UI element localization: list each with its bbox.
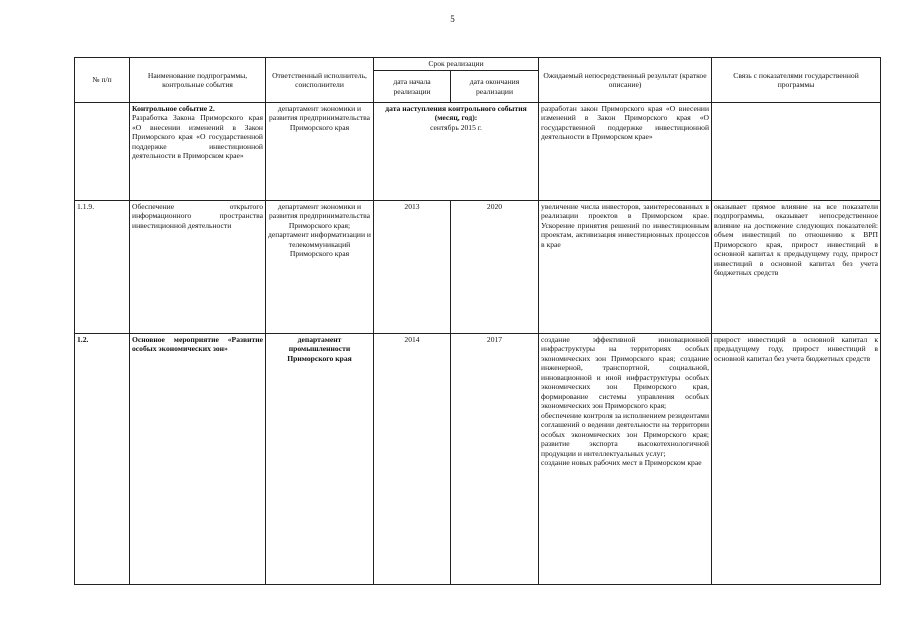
program-table [74,57,881,585]
header-executor: Ответственный исполнитель, соисполнители [266,58,374,103]
result-part-1: создание эффективной инновационной инфраструктуры на территориях особых экономических зон Приморского края; создание инженерной, транспортной, социальной, инновационной и иной инфраструктуры особых экономических зон Приморского края, формирование системы управления особых экономических зон Приморского края; [541,335,710,411]
cell-result: увеличение числа инвесторов, заинтересованных в реализации проектов в Приморском крае. Ускорение принятия решений по инвестиционным проектам, активизация инвестиционных процессов в крае [539,201,712,334]
cell-num [75,103,130,201]
cell-name: Обеспечение открытого информационного пространства инвестиционной деятельности [130,201,266,334]
header-period: Срок реализации [374,58,539,71]
table-header-row [75,58,881,71]
cell-end: 2020 [451,201,539,334]
header-num: № п/п [75,58,130,103]
cell-event-date [374,103,539,201]
cell-start: 2014 [374,334,451,585]
cell-executor: департамент промышленности Приморского края [266,334,374,585]
cell-result [539,334,712,585]
table-row [75,201,881,334]
event-date-value: сентябрь 2015 г. [430,122,482,132]
table-row [75,334,881,585]
cell-executor [266,201,374,334]
cell-num: 1.1.9. [75,201,130,334]
result-part-3: создание новых рабочих мест в Приморском крае [541,458,702,468]
cell-num: 1.2. [75,334,130,585]
cell-link: прирост инвестиций в основной капитал к предыдущему году, прирост инвестиций в основной капитал без учета бюджетных средств [712,334,881,585]
executor-2: департамент информатизации и телекоммуникаций Приморского края [268,230,371,259]
cell-name: Основное мероприятие «Развитие особых экономических зон» [130,334,266,585]
cell-end: 2017 [451,334,539,585]
cell-link: оказывает прямое влияние на все показатели подпрограммы, оказывает непосредственное влияние на достижение следующих показателей: объем инвестиций по отношению к ВРП Приморского края, прирост инвестиций в основной капитал к предыдущему году, прирост инвестиций в основной капитал без учета бюджетных средств [712,201,881,334]
cell-result: разработан закон Приморского края «О внесении изменений в Закон Приморского края «О государственной поддержке инвестиционной деятельности в Приморском крае» [539,103,712,201]
table-row [75,103,881,201]
header-end: дата окончания реализации [451,71,539,103]
event-date-label: дата наступления контрольного события (месяц, год): [385,104,527,123]
cell-start: 2013 [374,201,451,334]
cell-executor: департамент экономики и развития предпринимательства Приморского края [266,103,374,201]
header-name: Наименование подпрограммы, контрольные события [130,58,266,103]
page-number: 5 [450,14,455,24]
event-title: Контрольное событие 2. [132,104,215,113]
result-part-2: обеспечение контроля за исполнением резидентами соглашений о ведении деятельности на территории особых экономических зон Приморского края; развитие экспорта высокотехнологичной продукции и интеллектуальных услуг; [541,410,710,458]
header-start: дата начала реализации [374,71,451,103]
header-link: Связь с показателями государственной программы [712,58,881,103]
header-result: Ожидаемый непосредственный результат (краткое описание) [539,58,712,103]
event-name: Разработка Закона Приморского края «О внесении изменений в Закон Приморского края «О государственной поддержке инвестиционной деятельности в Приморском крае» [132,113,263,161]
cell-name [130,103,266,201]
cell-link [712,103,881,201]
executor-1: департамент экономики и развития предпринимательства Приморского края; [268,202,371,230]
